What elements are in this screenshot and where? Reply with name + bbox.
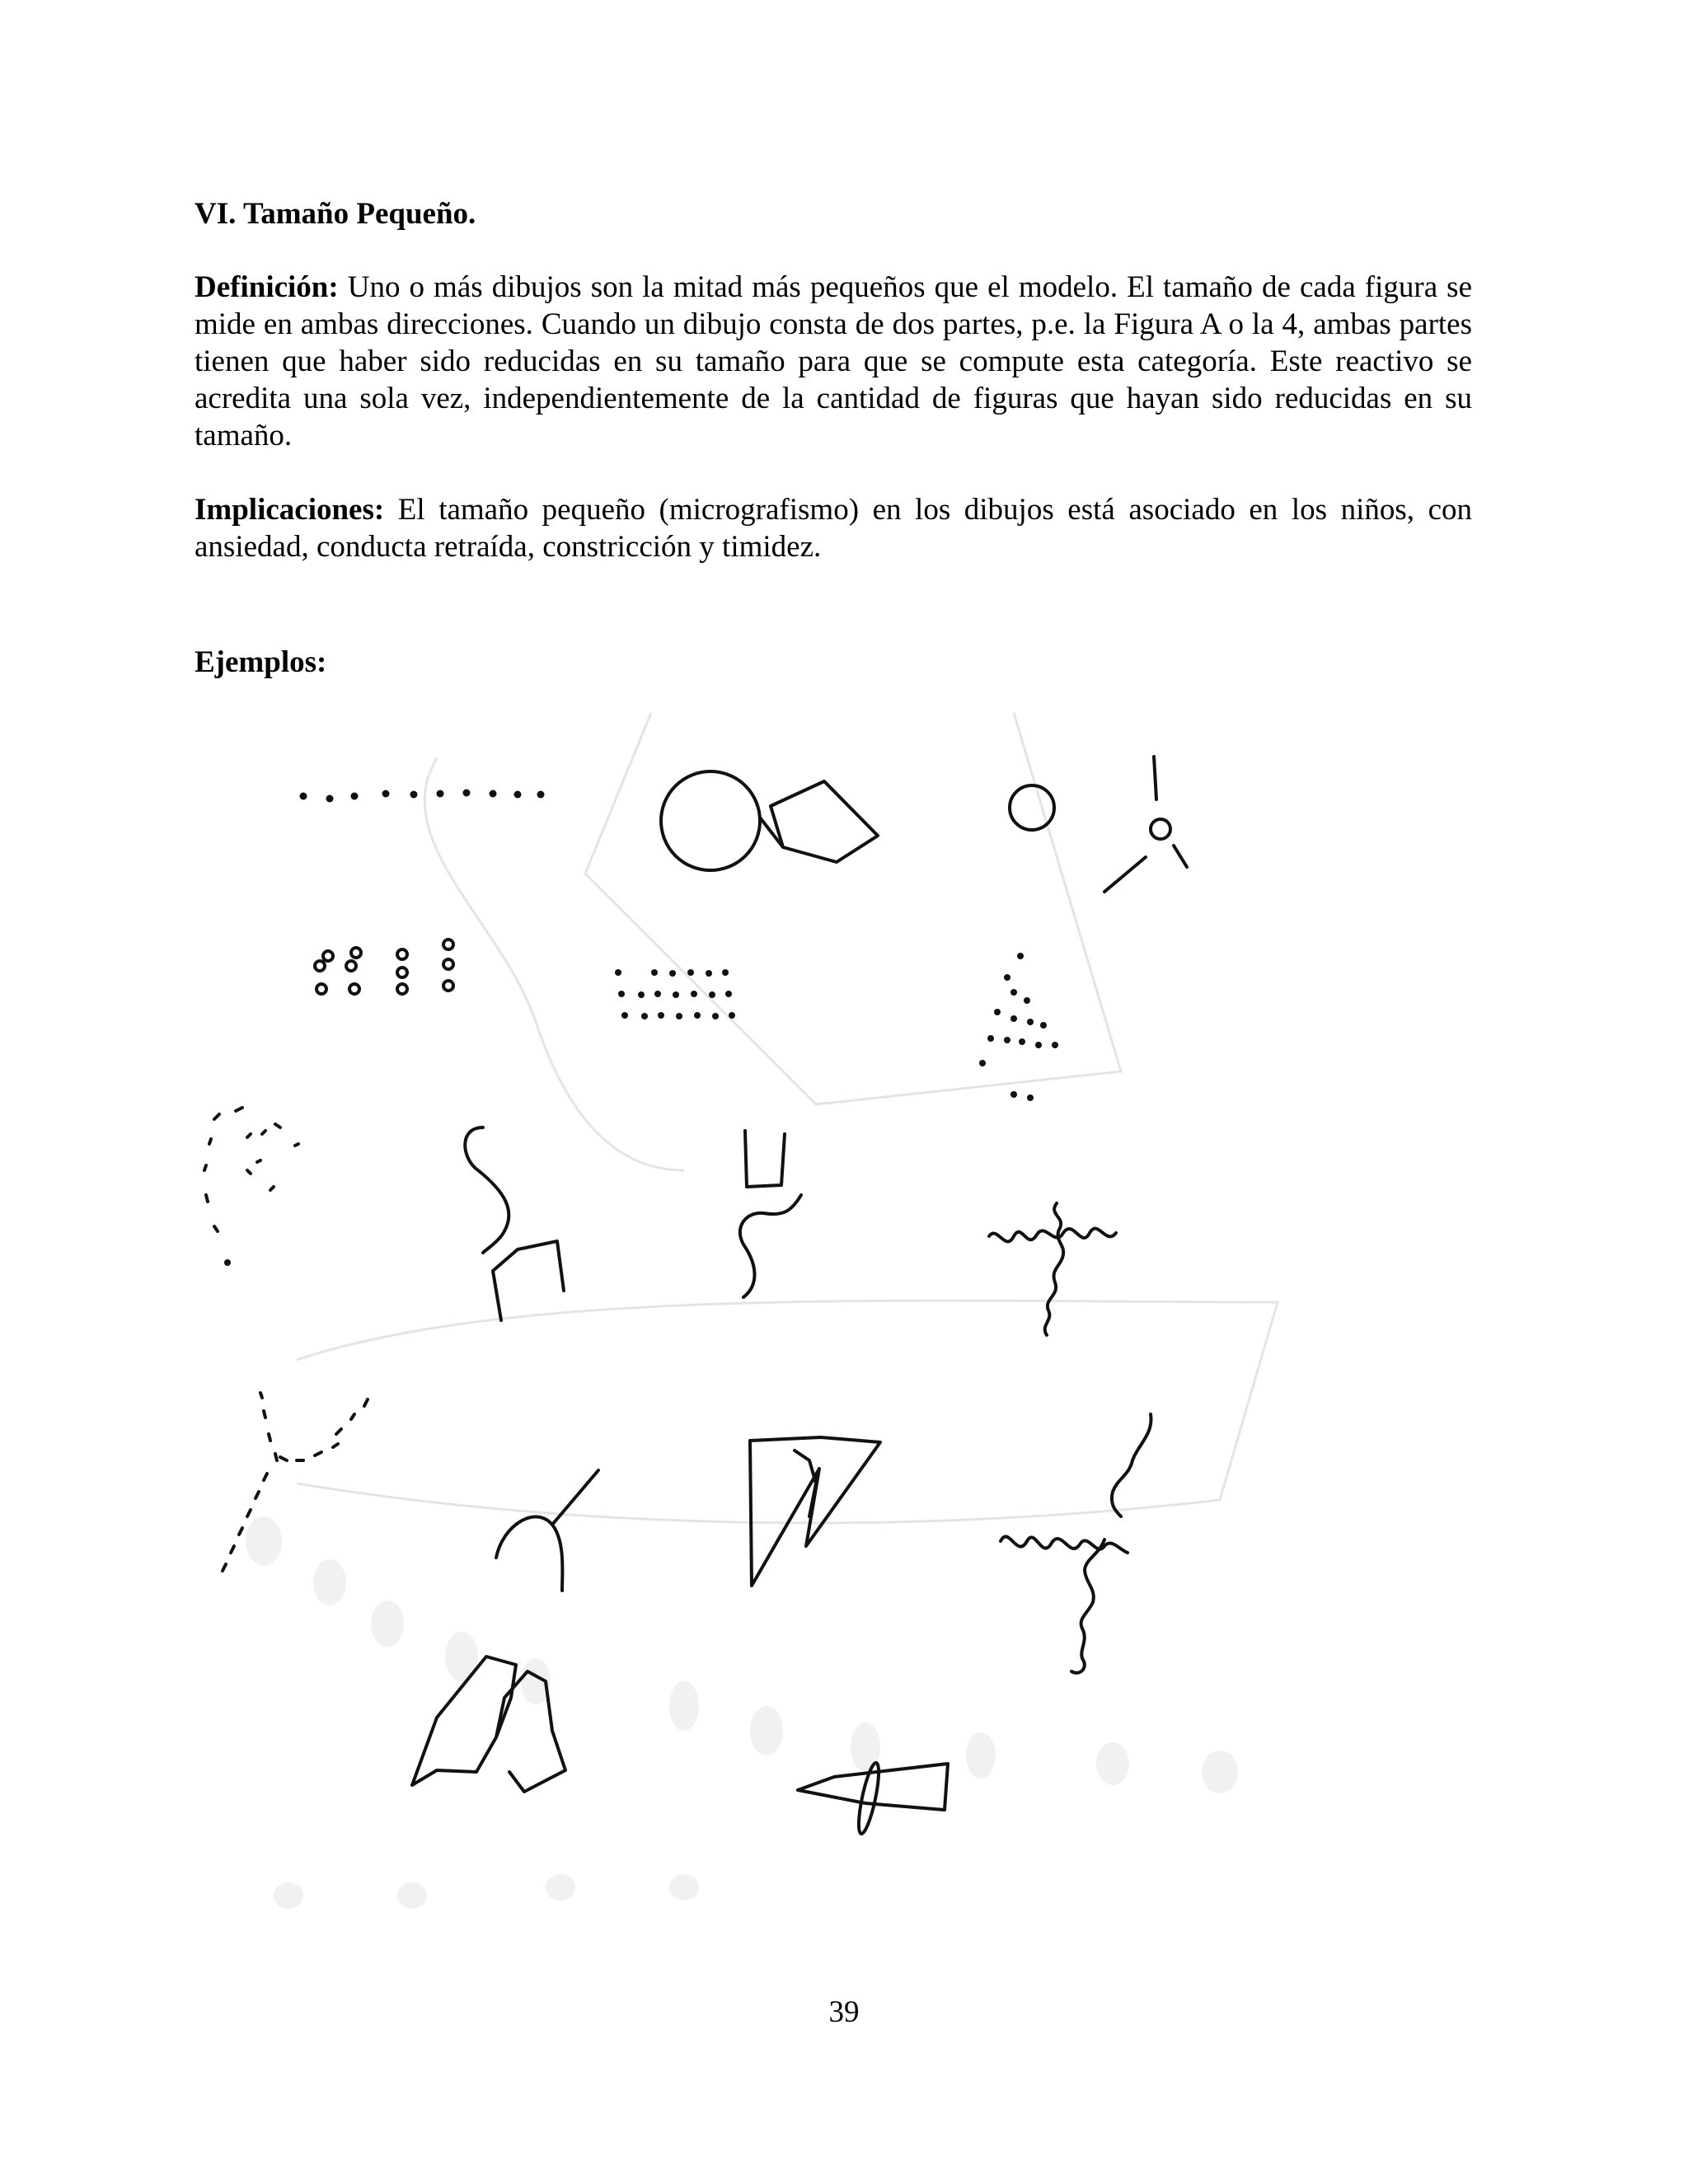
dot: [709, 991, 715, 998]
definition-text: Uno o más dibujos son la mitad más pequeños que el modelo. El tamaño de cada figura se mide en ambas direcciones. Cuando un dibujo consta de dos partes, p.e. la Figura A o la 4, ambas partes tienen que haber sido reducidas en su tamaño para que se compute esta categoría. Este reactivo se acredita una sola vez, independientemente de la cantidad de figuras que hayan sido reducidas en su tamaño.: [195, 270, 1472, 452]
bender-drawings-illustration: [190, 709, 1368, 1945]
dot: [722, 969, 729, 976]
dot: [676, 1013, 682, 1019]
implications-label: Implicaciones:: [195, 493, 385, 527]
dot: [691, 991, 697, 997]
dot: [638, 991, 645, 998]
dot: [658, 1012, 664, 1019]
figure-dotted-line: [300, 790, 545, 803]
dot: [651, 969, 658, 976]
dot: [669, 970, 676, 977]
figure-curve-line: [496, 1470, 598, 1591]
dot: [729, 1012, 735, 1019]
definition-paragraph: [195, 269, 1472, 454]
figure-small-circles-grid: [315, 940, 453, 994]
dot: [712, 1013, 719, 1019]
page-number: 39: [828, 1995, 860, 2029]
implications-text: El tamaño pequeño (micrografismo) en los dibujos está asociado en los niños, con ansiedad, conducta retraída, constricción y timidez.: [195, 493, 1472, 564]
figure-small-circle: [1010, 785, 1054, 830]
figure-sinusoid-cross: [989, 1203, 1116, 1335]
dot: [673, 991, 679, 998]
figure-dot-arc: [204, 1108, 298, 1266]
figure-u-wave: [740, 1131, 801, 1297]
dot: [687, 969, 694, 976]
figure-s-curve-arch: [465, 1127, 564, 1320]
background-traces: [246, 713, 1278, 1909]
section-heading: VI. Tamaño Pequeño.: [195, 197, 476, 231]
figure-circle-with-strokes: [1104, 757, 1187, 892]
implications-paragraph: [195, 491, 1472, 565]
dot: [725, 991, 732, 997]
figure-circle-diamond: [661, 771, 878, 870]
figure-zigzag-polygon: [750, 1437, 880, 1586]
dot: [615, 969, 621, 976]
dot: [621, 1012, 628, 1019]
examples-label: Ejemplos:: [195, 645, 327, 679]
dot: [706, 970, 712, 977]
figure-sinusoid-cross-2: [1001, 1414, 1151, 1673]
figure-rectangle-ellipse: [798, 1761, 948, 1835]
dot: [618, 991, 625, 997]
figure-dot-rows: [615, 969, 735, 1019]
dot: [641, 1013, 648, 1019]
figure-dot-y: [223, 1393, 368, 1571]
dot: [694, 1012, 701, 1019]
definition-label: Definición:: [195, 270, 339, 304]
dot: [654, 991, 661, 997]
